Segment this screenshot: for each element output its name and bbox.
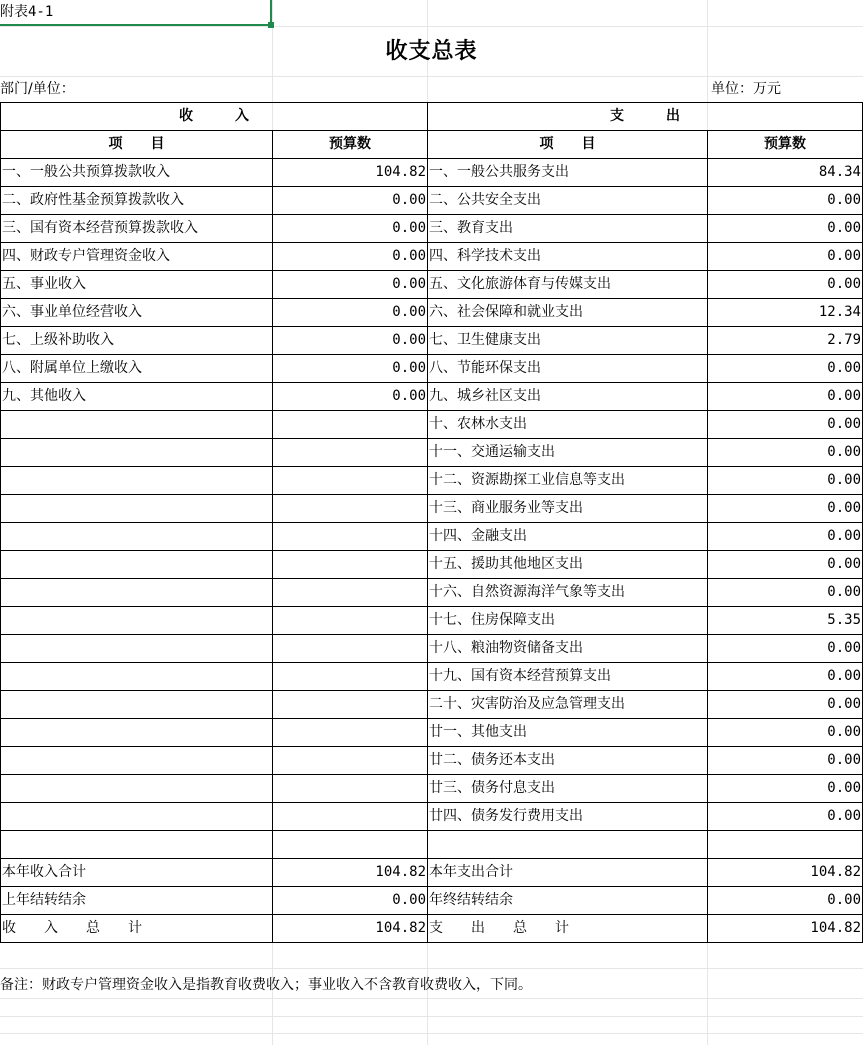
income-budget-cell[interactable] — [273, 635, 428, 663]
income-budget-cell[interactable]: 0.00 — [273, 299, 428, 327]
income-budget-cell[interactable]: 0.00 — [273, 215, 428, 243]
expense-item-cell[interactable]: 九、城乡社区支出 — [428, 383, 708, 411]
expense-item-cell[interactable]: 三、教育支出 — [428, 215, 708, 243]
income-item-cell[interactable] — [1, 747, 273, 775]
expense-item-cell[interactable]: 本年支出合计 — [428, 859, 708, 887]
income-item-cell[interactable] — [1, 719, 273, 747]
income-budget-cell[interactable] — [273, 411, 428, 439]
expense-budget-cell[interactable]: 0.00 — [708, 467, 863, 495]
expense-section-header[interactable]: 支 出 — [428, 103, 863, 131]
income-budget-cell[interactable] — [273, 831, 428, 859]
income-item-header[interactable]: 项 目 — [1, 131, 273, 159]
expense-budget-cell[interactable]: 12.34 — [708, 299, 863, 327]
expense-budget-cell[interactable]: 0.00 — [708, 355, 863, 383]
table-row — [1, 271, 863, 299]
table-row — [1, 243, 863, 271]
table-row — [1, 439, 863, 467]
table-row — [1, 859, 863, 887]
income-budget-cell[interactable] — [273, 523, 428, 551]
income-item-cell[interactable] — [1, 803, 273, 831]
expense-budget-cell[interactable]: 0.00 — [708, 747, 863, 775]
expense-item-cell[interactable] — [428, 831, 708, 859]
income-item-cell[interactable] — [1, 635, 273, 663]
income-item-cell[interactable] — [1, 775, 273, 803]
table-row — [1, 551, 863, 579]
income-budget-cell[interactable] — [273, 803, 428, 831]
income-item-cell[interactable] — [1, 411, 273, 439]
expense-budget-cell[interactable]: 104.82 — [708, 915, 863, 943]
expense-item-cell[interactable]: 十四、金融支出 — [428, 523, 708, 551]
expense-item-cell[interactable]: 六、社会保障和就业支出 — [428, 299, 708, 327]
expense-budget-cell[interactable]: 5.35 — [708, 607, 863, 635]
expense-item-cell[interactable]: 五、文化旅游体育与传媒支出 — [428, 271, 708, 299]
expense-budget-cell[interactable] — [708, 831, 863, 859]
table-row — [1, 327, 863, 355]
income-budget-cell[interactable] — [273, 775, 428, 803]
expense-item-cell[interactable]: 七、卫生健康支出 — [428, 327, 708, 355]
expense-item-cell[interactable]: 二、公共安全支出 — [428, 187, 708, 215]
expense-item-header[interactable]: 项 目 — [428, 131, 708, 159]
expense-item-cell[interactable]: 廿二、债务还本支出 — [428, 747, 708, 775]
income-item-cell[interactable] — [1, 551, 273, 579]
income-item-cell[interactable] — [1, 495, 273, 523]
income-item-cell[interactable] — [1, 467, 273, 495]
table-row — [1, 467, 863, 495]
expense-budget-cell[interactable]: 0.00 — [708, 579, 863, 607]
income-budget-cell[interactable]: 104.82 — [273, 859, 428, 887]
expense-budget-cell[interactable]: 0.00 — [708, 635, 863, 663]
income-item-cell[interactable]: 四、财政专户管理资金收入 — [1, 243, 273, 271]
expense-budget-cell[interactable]: 0.00 — [708, 691, 863, 719]
expense-budget-cell[interactable]: 84.34 — [708, 159, 863, 187]
table-row — [1, 803, 863, 831]
expense-item-cell[interactable]: 年终结转结余 — [428, 887, 708, 915]
expense-budget-cell[interactable]: 0.00 — [708, 775, 863, 803]
income-item-cell[interactable]: 七、上级补助收入 — [1, 327, 273, 355]
expense-item-cell[interactable]: 十一、交通运输支出 — [428, 439, 708, 467]
income-budget-header[interactable]: 预算数 — [273, 131, 428, 159]
expense-budget-cell[interactable]: 0.00 — [708, 803, 863, 831]
grid-row-line — [0, 998, 863, 999]
table-row — [1, 495, 863, 523]
expense-item-cell[interactable]: 十九、国有资本经营预算支出 — [428, 663, 708, 691]
income-budget-cell[interactable] — [273, 663, 428, 691]
expense-budget-cell[interactable]: 0.00 — [708, 439, 863, 467]
expense-item-cell[interactable]: 一、一般公共服务支出 — [428, 159, 708, 187]
income-item-cell[interactable]: 九、其他收入 — [1, 383, 273, 411]
table-row — [1, 607, 863, 635]
income-budget-cell[interactable]: 0.00 — [273, 243, 428, 271]
page-title: 收支总表 — [385, 38, 478, 64]
income-budget-cell[interactable]: 104.82 — [273, 915, 428, 943]
income-item-cell[interactable] — [1, 691, 273, 719]
income-item-cell[interactable] — [1, 663, 273, 691]
income-item-cell[interactable]: 二、政府性基金预算拨款收入 — [1, 187, 273, 215]
income-budget-cell[interactable] — [273, 467, 428, 495]
income-item-cell[interactable] — [1, 831, 273, 859]
table-row — [1, 691, 863, 719]
income-budget-cell[interactable]: 0.00 — [273, 887, 428, 915]
income-item-cell[interactable]: 八、附属单位上缴收入 — [1, 355, 273, 383]
table-row — [1, 187, 863, 215]
table-row — [1, 579, 863, 607]
expense-item-cell[interactable]: 十、农林水支出 — [428, 411, 708, 439]
expense-budget-cell[interactable]: 0.00 — [708, 187, 863, 215]
column-header-row — [1, 131, 863, 159]
income-budget-cell[interactable] — [273, 495, 428, 523]
grid-row-line — [0, 1033, 863, 1034]
expense-item-cell[interactable]: 二十、灾害防治及应急管理支出 — [428, 691, 708, 719]
expense-item-cell[interactable]: 十三、商业服务业等支出 — [428, 495, 708, 523]
income-budget-cell[interactable] — [273, 691, 428, 719]
income-budget-cell[interactable] — [273, 439, 428, 467]
expense-budget-header[interactable]: 预算数 — [708, 131, 863, 159]
expense-budget-cell[interactable]: 0.00 — [708, 551, 863, 579]
income-item-cell[interactable] — [1, 439, 273, 467]
expense-item-cell[interactable]: 十二、资源勘探工业信息等支出 — [428, 467, 708, 495]
table-row — [1, 719, 863, 747]
grid-row-line — [0, 26, 863, 27]
income-budget-cell[interactable] — [273, 607, 428, 635]
table-row — [1, 215, 863, 243]
expense-budget-cell[interactable]: 0.00 — [708, 663, 863, 691]
table-row — [1, 663, 863, 691]
expense-item-cell[interactable]: 十八、粮油物资储备支出 — [428, 635, 708, 663]
income-budget-cell[interactable]: 0.00 — [273, 383, 428, 411]
expense-budget-cell[interactable]: 0.00 — [708, 383, 863, 411]
expense-item-cell[interactable]: 廿四、债务发行费用支出 — [428, 803, 708, 831]
budget-table — [0, 102, 863, 943]
unit-label: 单位：万元 — [711, 81, 781, 97]
expense-budget-cell[interactable]: 0.00 — [708, 243, 863, 271]
income-item-cell[interactable]: 上年结转结余 — [1, 887, 273, 915]
income-item-cell[interactable]: 五、事业收入 — [1, 271, 273, 299]
expense-budget-cell[interactable]: 0.00 — [708, 215, 863, 243]
expense-budget-cell[interactable]: 0.00 — [708, 719, 863, 747]
table-row — [1, 355, 863, 383]
grid-row-line — [0, 1016, 863, 1017]
income-item-cell[interactable]: 一、一般公共预算拨款收入 — [1, 159, 273, 187]
income-budget-cell[interactable] — [273, 579, 428, 607]
section-header-row — [1, 103, 863, 131]
table-row — [1, 775, 863, 803]
table-row — [1, 915, 863, 943]
income-section-header[interactable]: 收 入 — [1, 103, 428, 131]
income-budget-cell[interactable] — [273, 719, 428, 747]
income-item-cell[interactable]: 本年收入合计 — [1, 859, 273, 887]
table-row — [1, 383, 863, 411]
fill-handle[interactable] — [268, 22, 274, 28]
selected-cell-caption[interactable]: 附表4-1 — [0, 0, 272, 26]
expense-item-cell[interactable]: 廿三、债务付息支出 — [428, 775, 708, 803]
grid-row-line — [0, 968, 863, 969]
table-row — [1, 831, 863, 859]
expense-item-cell[interactable]: 支 出 总 计 — [428, 915, 708, 943]
expense-item-cell[interactable]: 十七、住房保障支出 — [428, 607, 708, 635]
table-row — [1, 299, 863, 327]
expense-budget-cell[interactable]: 2.79 — [708, 327, 863, 355]
table-row — [1, 159, 863, 187]
table-row — [1, 887, 863, 915]
expense-budget-cell[interactable]: 0.00 — [708, 495, 863, 523]
grid-row-line — [0, 76, 863, 77]
table-row — [1, 747, 863, 775]
expense-budget-cell[interactable]: 0.00 — [708, 887, 863, 915]
table-row — [1, 523, 863, 551]
department-label: 部门/单位： — [0, 81, 75, 97]
income-item-cell[interactable] — [1, 579, 273, 607]
table-row — [1, 635, 863, 663]
income-item-cell[interactable] — [1, 607, 273, 635]
expense-budget-cell[interactable]: 0.00 — [708, 411, 863, 439]
income-budget-cell[interactable] — [273, 747, 428, 775]
expense-item-cell[interactable]: 八、节能环保支出 — [428, 355, 708, 383]
expense-item-cell[interactable]: 十五、援助其他地区支出 — [428, 551, 708, 579]
income-budget-cell[interactable]: 104.82 — [273, 159, 428, 187]
income-item-cell[interactable]: 收 入 总 计 — [1, 915, 273, 943]
expense-item-cell[interactable]: 十六、自然资源海洋气象等支出 — [428, 579, 708, 607]
expense-budget-cell[interactable]: 0.00 — [708, 271, 863, 299]
footnote: 备注：财政专户管理资金收入是指教育收费收入；事业收入不含教育收费收入，下同。 — [0, 977, 532, 993]
income-budget-cell[interactable]: 0.00 — [273, 271, 428, 299]
income-budget-cell[interactable]: 0.00 — [273, 187, 428, 215]
income-item-cell[interactable]: 六、事业单位经营收入 — [1, 299, 273, 327]
expense-item-cell[interactable]: 四、科学技术支出 — [428, 243, 708, 271]
expense-budget-cell[interactable]: 104.82 — [708, 859, 863, 887]
income-item-cell[interactable] — [1, 523, 273, 551]
expense-item-cell[interactable]: 廿一、其他支出 — [428, 719, 708, 747]
table-row — [1, 411, 863, 439]
income-budget-cell[interactable]: 0.00 — [273, 355, 428, 383]
income-item-cell[interactable]: 三、国有资本经营预算拨款收入 — [1, 215, 273, 243]
expense-budget-cell[interactable]: 0.00 — [708, 523, 863, 551]
income-budget-cell[interactable]: 0.00 — [273, 327, 428, 355]
income-budget-cell[interactable] — [273, 551, 428, 579]
